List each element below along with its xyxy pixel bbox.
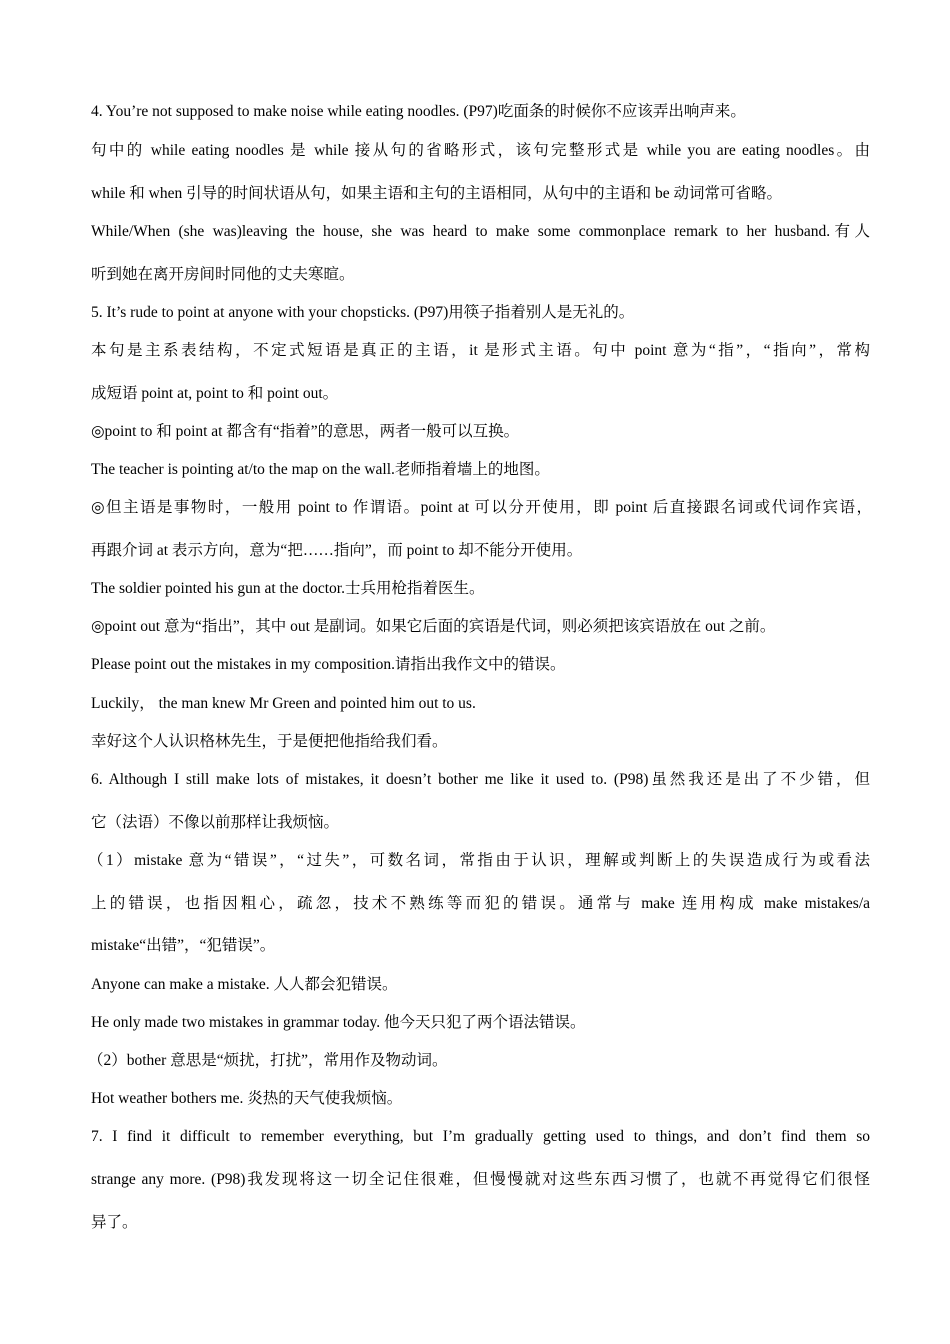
text-line: Please point out the mistakes in my composition.请指出我作文中的错误。 (91, 656, 566, 673)
text-line: While/When (she was)leaving the house, she was heard to make some commonplace remark to her husband.有人 (91, 223, 870, 240)
text-line: 本句是主系表结构，不定式短语是真正的主语，it 是形式主语。句中 point 意为“指”，“指向”，常构 (91, 342, 870, 359)
text-line: ◎point out 意为“指出”，其中 out 是副词。如果它后面的宾语是代词，则必须把该宾语放在 out 之前。 (91, 618, 776, 635)
text-line: 幸好这个人认识格林先生，于是便把他指给我们看。 (91, 733, 448, 750)
text-line: 5. It’s rude to point at anyone with your chopsticks. (P97)用筷子指着别人是无礼的。 (91, 304, 635, 321)
text-line: Hot weather bothers me. 炎热的天气使我烦恼。 (91, 1090, 403, 1107)
text-line: 7. I find it difficult to remember everything, but I’m gradually getting used to things, and don’t find them so (91, 1128, 870, 1145)
text-line: Luckily， the man knew Mr Green and pointed him out to us. (91, 695, 476, 712)
text-line: mistake“出错”，“犯错误”。 (91, 937, 276, 954)
text-line: 成短语 point at, point to 和 point out。 (91, 385, 339, 402)
text-line: 听到她在离开房间时同他的丈夫寒暄。 (91, 266, 355, 283)
text-line: ◎point to 和 point at 都含有“指着”的意思，两者一般可以互换。 (91, 423, 520, 440)
text-line: The teacher is pointing at/to the map on the wall.老师指着墙上的地图。 (91, 461, 550, 478)
text-line: The soldier pointed his gun at the doctor.士兵用枪指着医生。 (91, 580, 485, 597)
text-line: 它（法语）不像以前那样让我烦恼。 (91, 814, 340, 831)
text-line: 上的错误，也指因粗心，疏忽，技术不熟练等而犯的错误。通常与 make 连用构成 make mistakes/a (91, 895, 870, 912)
text-line: （1）mistake 意为“错误”，“过失”，可数名词，常指由于认识，理解或判断上的失误造成行为或看法 (88, 852, 870, 869)
text-line: 再跟介词 at 表示方向，意为“把……指向”，而 point to 却不能分开使用。 (91, 542, 583, 559)
text-line: 4. You’re not supposed to make noise while eating noodles. (P97)吃面条的时候你不应该弄出响声来。 (91, 103, 746, 120)
text-line: 6. Although I still make lots of mistakes, it doesn’t bother me like it used to. (P98)虽然我还是出了不少错，但 (91, 771, 870, 788)
text-line: ◎但主语是事物时，一般用 point to 作谓语。point at 可以分开使用，即 point 后直接跟名词或代词作宾语， (91, 499, 872, 516)
text-line: strange any more. (P98)我发现将这一切全记住很难，但慢慢就对这些东西习惯了，也就不再觉得它们很怪 (91, 1171, 870, 1188)
text-line: He only made two mistakes in grammar today. 他今天只犯了两个语法错误。 (91, 1014, 586, 1031)
text-line: 句中的 while eating noodles 是 while 接从句的省略形式，该句完整形式是 while you are eating noodles。由 (91, 142, 870, 159)
text-line: （2）bother 意思是“烦扰，打扰”，常用作及物动词。 (88, 1052, 448, 1069)
text-line: 异了。 (91, 1214, 138, 1231)
text-line: while 和 when 引导的时间状语从句，如果主语和主句的主语相同，从句中的主语和 be 动词常可省略。 (91, 185, 783, 202)
text-line: Anyone can make a mistake. 人人都会犯错误。 (91, 976, 398, 993)
